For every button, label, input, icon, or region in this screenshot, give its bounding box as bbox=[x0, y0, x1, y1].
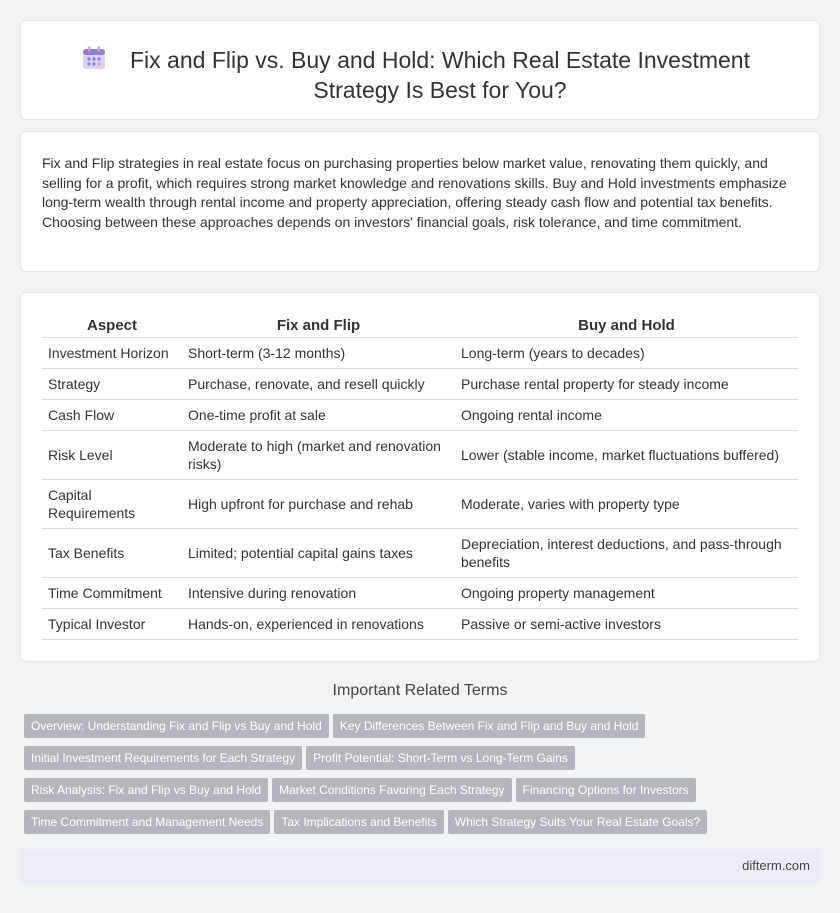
aspect-cell: Strategy bbox=[42, 368, 182, 399]
aspect-cell: Risk Level bbox=[42, 430, 182, 479]
table-header-row bbox=[42, 315, 798, 337]
related-term-link[interactable]: Profit Potential: Short-Term vs Long-Term Gains bbox=[306, 746, 575, 770]
fix-and-flip-cell: High upfront for purchase and rehab bbox=[182, 479, 455, 528]
buy-and-hold-cell: Depreciation, interest deductions, and pass-through benefits bbox=[455, 528, 798, 577]
table-row bbox=[42, 608, 798, 639]
site-name[interactable]: difterm.com bbox=[742, 858, 810, 873]
intro-card bbox=[20, 131, 820, 272]
aspect-cell: Investment Horizon bbox=[42, 337, 182, 368]
related-term-link[interactable]: Initial Investment Requirements for Each Strategy bbox=[24, 746, 302, 770]
footer bbox=[20, 849, 820, 883]
related-term-link[interactable]: Which Strategy Suits Your Real Estate Goals? bbox=[448, 810, 707, 834]
aspect-cell: Cash Flow bbox=[42, 399, 182, 430]
related-terms-list bbox=[24, 714, 824, 842]
comparison-table bbox=[42, 315, 798, 640]
buy-and-hold-cell: Ongoing property management bbox=[455, 577, 798, 608]
tag-row bbox=[24, 810, 824, 842]
buy-and-hold-cell: Long-term (years to decades) bbox=[455, 337, 798, 368]
related-term-link[interactable]: Overview: Understanding Fix and Flip vs Buy and Hold bbox=[24, 714, 329, 738]
intro-paragraph: Fix and Flip strategies in real estate focus on purchasing properties below market value, renovating them quickly, and selling for a profit, which requires strong market knowledge and renovations skills. Buy and Hold investments emphasize long-term wealth through rental income and property appreciation, offering steady cash flow and potential tax benefits. Choosing between these approaches depends on investors' financial goals, risk tolerance, and time commitment. bbox=[42, 155, 787, 230]
aspect-cell: Tax Benefits bbox=[42, 528, 182, 577]
table-row bbox=[42, 337, 798, 368]
table-row bbox=[42, 368, 798, 399]
related-term-link[interactable]: Time Commitment and Management Needs bbox=[24, 810, 270, 834]
buy-and-hold-cell: Ongoing rental income bbox=[455, 399, 798, 430]
table-row bbox=[42, 577, 798, 608]
tag-row bbox=[24, 746, 824, 778]
fix-and-flip-cell: Intensive during renovation bbox=[182, 577, 455, 608]
table-row bbox=[42, 479, 798, 528]
header-buy-and-hold: Buy and Hold bbox=[455, 315, 798, 337]
fix-and-flip-cell: Hands-on, experienced in renovations bbox=[182, 608, 455, 639]
header-aspect: Aspect bbox=[42, 315, 182, 337]
aspect-cell: Capital Requirements bbox=[42, 479, 182, 528]
related-term-link[interactable]: Risk Analysis: Fix and Flip vs Buy and Hold bbox=[24, 778, 268, 802]
fix-and-flip-cell: Limited; potential capital gains taxes bbox=[182, 528, 455, 577]
related-term-link[interactable]: Tax Implications and Benefits bbox=[274, 810, 443, 834]
fix-and-flip-cell: One-time profit at sale bbox=[182, 399, 455, 430]
related-term-link[interactable]: Key Differences Between Fix and Flip and Buy and Hold bbox=[333, 714, 646, 738]
related-terms-heading: Important Related Terms bbox=[332, 682, 508, 699]
comparison-card bbox=[20, 292, 820, 662]
table-row bbox=[42, 430, 798, 479]
aspect-cell: Typical Investor bbox=[42, 608, 182, 639]
buy-and-hold-cell: Passive or semi-active investors bbox=[455, 608, 798, 639]
buy-and-hold-cell: Moderate, varies with property type bbox=[455, 479, 798, 528]
buy-and-hold-cell: Lower (stable income, market fluctuations buffered) bbox=[455, 430, 798, 479]
tag-row bbox=[24, 714, 824, 746]
header-fix-and-flip: Fix and Flip bbox=[182, 315, 455, 337]
buy-and-hold-cell: Purchase rental property for steady income bbox=[455, 368, 798, 399]
tag-row bbox=[24, 778, 824, 810]
related-term-link[interactable]: Financing Options for Investors bbox=[516, 778, 696, 802]
fix-and-flip-cell: Purchase, renovate, and resell quickly bbox=[182, 368, 455, 399]
table-row bbox=[42, 528, 798, 577]
aspect-cell: Time Commitment bbox=[42, 577, 182, 608]
fix-and-flip-cell: Moderate to high (market and renovation risks) bbox=[182, 430, 455, 479]
table-row bbox=[42, 399, 798, 430]
title-card bbox=[20, 20, 820, 120]
related-term-link[interactable]: Market Conditions Favoring Each Strategy bbox=[272, 778, 511, 802]
page-title: Fix and Flip vs. Buy and Hold: Which Real Estate Investment Strategy Is Best for You? bbox=[130, 47, 750, 103]
fix-and-flip-cell: Short-term (3-12 months) bbox=[182, 337, 455, 368]
